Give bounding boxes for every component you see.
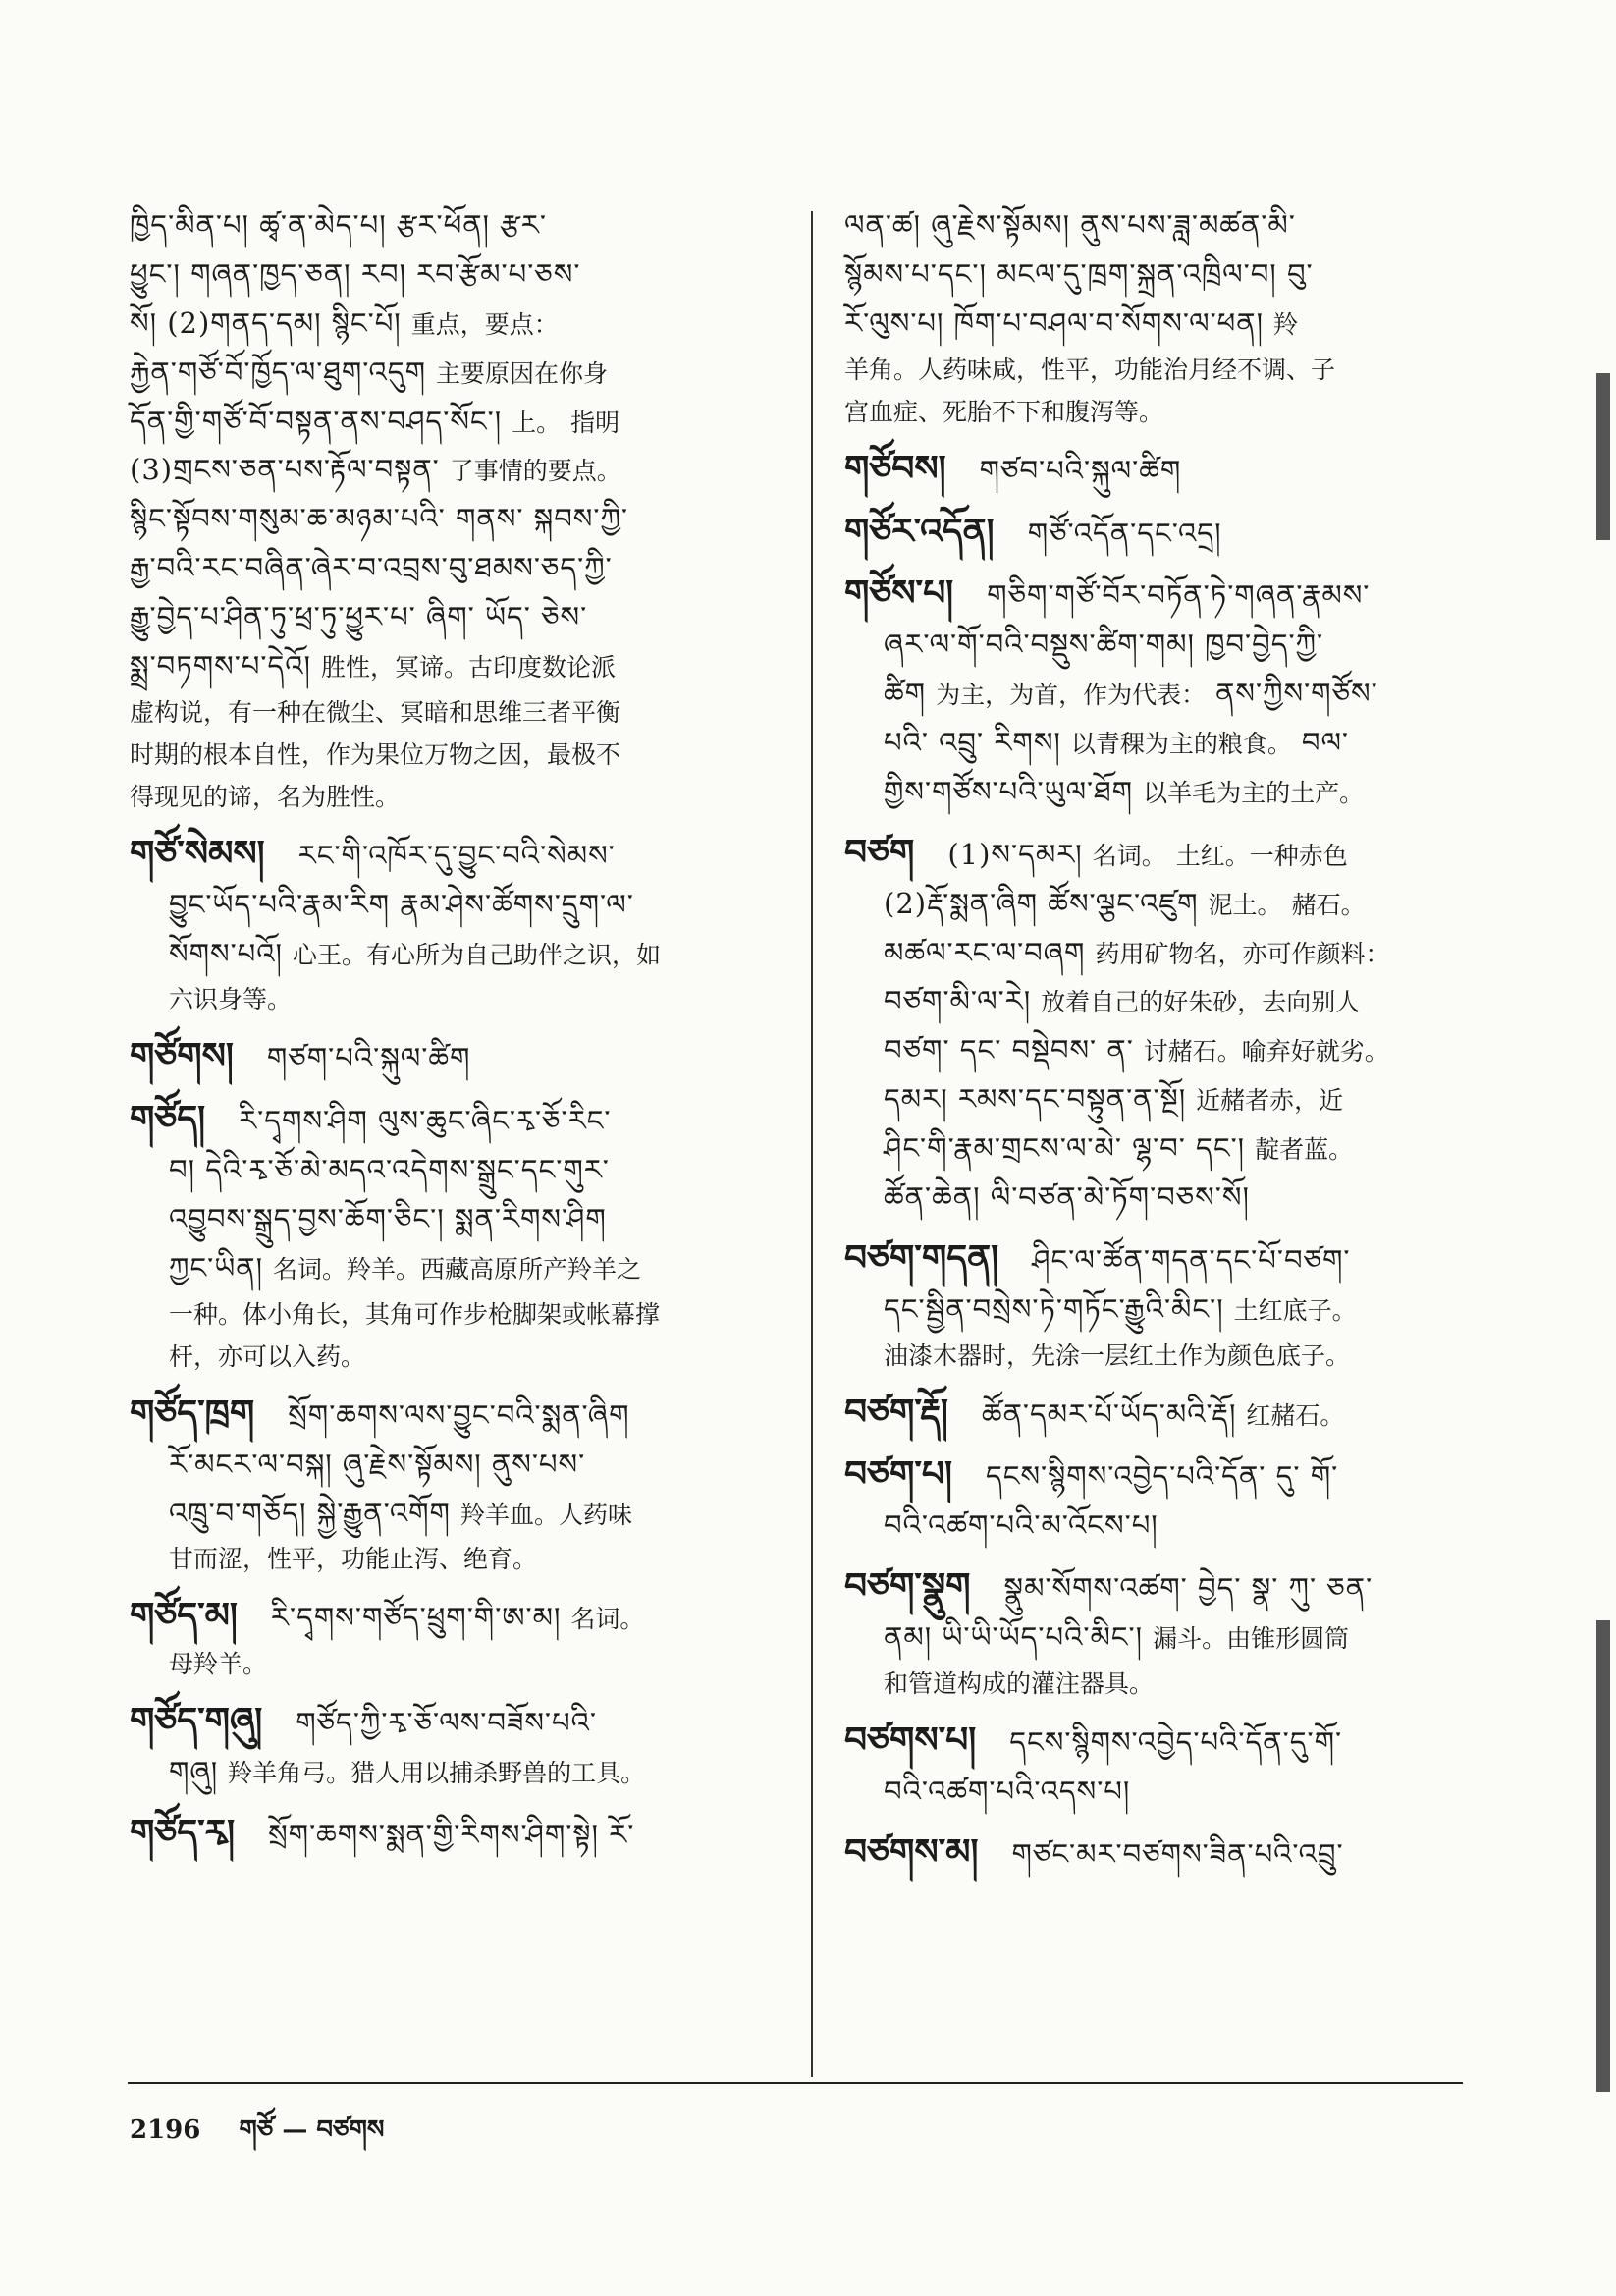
left-column	[130, 201, 787, 1874]
chinese-text: 讨赭石。喻弃好就劣。	[1143, 1037, 1389, 1066]
chinese-text: 以青稞为主的粮食。	[1070, 730, 1292, 758]
chinese-text: 以羊毛为主的土产。	[1143, 778, 1365, 807]
entry-line	[130, 930, 787, 979]
entry-line	[844, 201, 1482, 250]
tibetan-text: ནམ། ཡི་ཡི་ཡོད་པའི་མིང་།	[884, 1620, 1144, 1654]
entry-line	[844, 1075, 1482, 1124]
entry-line	[130, 1146, 787, 1195]
entry-line	[844, 1124, 1482, 1174]
entry-line	[844, 1174, 1482, 1223]
chinese-text: 羚羊角弓。猎人用以捕杀野兽的工具。	[228, 1759, 646, 1788]
entry-line	[844, 670, 1482, 719]
dictionary-entry	[844, 447, 1482, 496]
column-divider	[811, 211, 813, 2077]
entry-line	[844, 1285, 1482, 1335]
headword: བཙག་སྣུག	[844, 1566, 971, 1608]
chinese-text: 药用矿物名，亦可作颜料：	[1095, 939, 1390, 968]
entry-line	[844, 768, 1482, 817]
tibetan-text: རང་གི་འཁོར་དུ་བྱུང་བའི་སེམས་	[297, 838, 616, 872]
tibetan-text: པའི་ འབྲུ་ རིགས།	[884, 726, 1061, 759]
tibetan-text: གཞུ།	[169, 1755, 219, 1789]
entry-line	[130, 1034, 787, 1083]
entry-line	[130, 1195, 787, 1244]
chinese-text: 泥土。	[1208, 890, 1282, 919]
dictionary-entry	[844, 831, 1482, 1223]
page-range: གཙོ — བཙགས	[239, 2115, 385, 2145]
chinese-text: 赭石。	[1291, 890, 1366, 919]
headword: གཙོ་སེམས།	[130, 833, 265, 874]
chinese-text: 得现见的谛，名为胜性。	[130, 782, 401, 811]
dictionary-entry	[844, 1719, 1482, 1817]
tibetan-text: ཕྱུང་། གཞན་ཁྱད་ཅན། རབ། རབ་རྩོམ་པ་ཅས་	[130, 256, 581, 291]
chinese-text: 重点，要点：	[410, 309, 559, 339]
dictionary-entry	[844, 1236, 1482, 1377]
dictionary-entry	[130, 1699, 787, 1797]
scan-edge-marks	[1577, 0, 1616, 2296]
tibetan-text: གཅིག་གཙོ་བོར་བཏོན་ཏེ་གཞན་རྣམས་	[987, 578, 1371, 613]
chinese-text: 油漆木器时，先涂一层红土作为颜色底子。	[884, 1340, 1351, 1370]
tibetan-text: (1)ས་དམར།	[947, 837, 1083, 871]
tibetan-text: ཚོན་ཆེན། ལི་བཙན་མེ་ཏོག་བཅས་སོ།	[884, 1179, 1250, 1214]
entry-line	[130, 593, 787, 642]
entry-line	[844, 1768, 1482, 1817]
entry-line	[130, 544, 787, 593]
tibetan-text: དངས་སྙིགས་འབྱེད་པའི་དོན་ དུ་ གོ་	[985, 1459, 1339, 1494]
entry-line	[130, 776, 787, 818]
entry-line	[130, 201, 787, 250]
headword: གཙོར་འདོན།	[844, 511, 995, 552]
entry-line	[844, 1391, 1482, 1440]
tibetan-text: ཞར་ལ་གོ་བའི་བསྡུས་ཚིག་གམ། ཁྱབ་བྱེད་ཀྱི་	[884, 628, 1324, 662]
headword: གཙོད་གཞུ།	[130, 1701, 263, 1742]
chinese-text: 虚构说，有一种在微尘、冥暗和思维三者平衡	[130, 697, 621, 727]
chinese-text: 杆，亦可以入药。	[169, 1341, 366, 1371]
tibetan-text: རི་དྭགས་གཙོད་ཕྲུག་གི་ཨ་མ།	[270, 1601, 562, 1635]
chinese-text: 主要原因在你身	[435, 358, 608, 388]
entry-line	[844, 1452, 1482, 1502]
chinese-text: 时期的根本自性，作为果位万物之因，最极不	[130, 739, 621, 769]
chinese-text: 羊角。人药味咸，性平，功能治月经不调、子	[844, 355, 1336, 384]
chinese-text: 土红底子。	[1233, 1295, 1357, 1325]
entry-line	[130, 300, 787, 349]
entry-line	[844, 1663, 1482, 1705]
chinese-text: 近赭者赤，近	[1196, 1086, 1344, 1116]
tibetan-text: རོ་མངར་ལ་བསྐ། ཞུ་རྗེས་སྟོམས། ནུས་པས་	[169, 1447, 586, 1481]
tibetan-text: བཙག་མི་ལ་རེ།	[884, 984, 1032, 1018]
dictionary-entry	[844, 1831, 1482, 1880]
chinese-text: 为主，为首，作为代表：	[936, 681, 1207, 710]
tibetan-text: སྣུམ་སོགས་འཚག་ བྱེད་ སྣ་ ཀུ་ ཅན་	[1003, 1571, 1374, 1606]
dictionary-entry	[844, 1452, 1482, 1551]
entry-line	[130, 1441, 787, 1490]
tibetan-text: སྨྲ་བཏགས་པ་དེའོ།	[130, 648, 311, 683]
entry-line	[844, 1831, 1482, 1880]
chinese-text: 甘而涩，性平，功能止泻、绝育。	[169, 1545, 538, 1574]
chinese-text: 红赭石。	[1246, 1400, 1345, 1430]
headword: གཙོད་མ།	[130, 1596, 238, 1637]
entry-line	[844, 250, 1482, 300]
entry-line	[844, 510, 1482, 559]
entry-line	[844, 929, 1482, 978]
entry-line	[844, 621, 1482, 670]
chinese-text: 漏斗。由锥形圆筒	[1153, 1624, 1350, 1653]
entry-line	[844, 1335, 1482, 1377]
chinese-text: 上。	[512, 408, 562, 437]
tibetan-text: བལ་	[1301, 726, 1350, 759]
chinese-text: 宫血症、死胎不下和腹泻等。	[844, 397, 1164, 426]
tibetan-text: རྐྱེན་གཙོ་བོ་ཁྱོད་ལ་ཐུག་འདུག	[130, 355, 426, 389]
scan-edge-mark	[1596, 1620, 1610, 2092]
chinese-text: 羚羊血。人药味	[459, 1500, 632, 1529]
headword: གཙོགས།	[130, 1036, 234, 1077]
headword: བཙག་གདན།	[844, 1237, 999, 1279]
headword: བཙགས་པ།	[844, 1720, 977, 1761]
tibetan-text: རྒྱ་བའི་རང་བཞིན་ཞེར་བ་འབྲས་བུ་ཐམས་ཅད་ཀྱི་	[130, 551, 613, 585]
tibetan-text: དངས་སྙིགས་འབྱེད་པའི་དོན་དུ་གོ་	[1009, 1724, 1343, 1759]
headword: གཙོས་པ།	[844, 574, 954, 615]
entry-line	[130, 1336, 787, 1378]
entry-line	[844, 1613, 1482, 1663]
page-footer	[130, 2102, 413, 2173]
tibetan-text: བཙག་ དང་ བསྡེབས་ ན་	[884, 1033, 1134, 1067]
entry-line	[844, 1564, 1482, 1613]
scan-edge-mark	[1596, 373, 1610, 540]
dictionary-entry	[130, 1392, 787, 1581]
entry-line	[844, 300, 1482, 349]
dictionary-entry	[844, 1564, 1482, 1705]
entry-line	[844, 1026, 1482, 1075]
tibetan-text: ནས་ཀྱིས་གཙོས་	[1215, 677, 1378, 711]
tibetan-text: ཁྱིད་མིན་པ། ཚྭ་ན་མེད་པ། རྩར་ཕོན། རྩར་	[130, 208, 547, 242]
entry-line	[130, 1699, 787, 1748]
entry-line	[130, 978, 787, 1020]
dictionary-entry	[130, 1034, 787, 1083]
entry-line	[130, 1244, 787, 1293]
tibetan-text: དང་སྦྱིན་བསྲེས་ཏེ་གཏོང་རྒྱུའི་མིང་།	[884, 1291, 1224, 1326]
entry-line	[130, 642, 787, 691]
chinese-text: 土红。一种赤色	[1175, 841, 1348, 870]
tibetan-text: བའི་འཚག་པའི་འདས་པ།	[884, 1774, 1131, 1808]
entry-line	[130, 495, 787, 544]
entry-line	[130, 881, 787, 930]
headword: བཙག	[844, 832, 915, 873]
dictionary-entry	[844, 572, 1482, 816]
chinese-text: 放着自己的好朱砂，去向别人	[1041, 988, 1361, 1017]
tibetan-text: གཙང་མར་བཙགས་ཟིན་པའི་འབྲུ་	[1011, 1836, 1344, 1871]
tibetan-text: སྙོམས་པ་དང་། མངལ་དུ་ཁྲག་སྐྲན་འཁྲིལ་བ། བུ་	[844, 256, 1314, 291]
headword: གཙོད་རྭ།	[130, 1813, 236, 1853]
chinese-text: 一种。体小角长，其角可作步枪脚架或帐幕撑	[169, 1299, 661, 1329]
tibetan-text: གཙོ་འདོན་དང་འདྲ།	[1027, 516, 1222, 550]
entry-line	[844, 719, 1482, 768]
dictionary-entry	[130, 1811, 787, 1860]
chinese-text: 心王。有心所为自己助伴之识，如	[292, 940, 661, 969]
entry-line	[844, 831, 1482, 880]
chinese-text: 羚	[1273, 309, 1299, 339]
headword: གཙོབས།	[844, 448, 946, 489]
dictionary-entry	[130, 1594, 787, 1685]
dictionary-entry	[130, 832, 787, 1021]
dictionary-entry	[130, 201, 787, 818]
tibetan-text: གཙག་པའི་སྐུལ་ཚིག	[266, 1041, 471, 1075]
entry-line	[844, 977, 1482, 1026]
tibetan-text: (3)གྲངས་ཅན་པས་རྟོལ་བསྟན་	[130, 453, 440, 487]
tibetan-text: རོ་ལུས་པ། ཁོག་པ་བཤལ་བ་སོགས་ལ་ཕན།	[844, 305, 1265, 340]
entry-line	[130, 1490, 787, 1539]
tibetan-text: གྱིས་གཙོས་པའི་ཡུལ་ཐོག	[884, 774, 1134, 808]
entry-line	[130, 1392, 787, 1441]
entry-line	[844, 572, 1482, 621]
tibetan-text: སྙིང་སྟོབས་གསུམ་ཆ་མཉམ་པའི་ གནས་ སྐབས་ཀྱི་	[130, 502, 628, 536]
entry-line	[844, 1719, 1482, 1768]
chinese-text: 胜性，冥谛。古印度数论派	[321, 652, 617, 682]
tibetan-text: དམར། རམས་དང་བསྟུན་ན་སྔོ།	[884, 1082, 1187, 1117]
tibetan-text: སོགས་པའོ།	[169, 936, 283, 970]
dictionary-entry	[844, 1391, 1482, 1440]
tibetan-text: མཚལ་རང་ལ་བཞག	[884, 935, 1086, 969]
chinese-text: 名词。	[570, 1605, 645, 1634]
headword: བཙག་པ།	[844, 1454, 952, 1496]
entry-line	[844, 447, 1482, 496]
entry-line	[130, 691, 787, 734]
entry-line	[130, 1748, 787, 1797]
entry-line	[844, 1236, 1482, 1285]
dictionary-entry	[844, 510, 1482, 559]
page-number: 2196	[130, 2115, 201, 2145]
chinese-text: 指明	[570, 408, 620, 437]
entry-line	[844, 1502, 1482, 1551]
tibetan-text: སོ། (2)གནད་དམ། སྙིང་པོ།	[130, 305, 402, 340]
headword: གཙོད།	[130, 1099, 206, 1140]
tibetan-text: ཚོན་དམར་པོ་ཡོད་མའི་རྡོ།	[981, 1396, 1237, 1431]
tibetan-text: ཤིང་ལ་ཚོན་གདན་དང་པོ་བཙག་	[1032, 1242, 1351, 1277]
tibetan-text: བ། དེའི་རྭ་ཅོ་མེ་མདའ་འདེགས་སྒྲུང་དང་གུར་	[169, 1153, 610, 1187]
dictionary-entry	[130, 1097, 787, 1378]
tibetan-text: རི་དྭགས་ཤིག ལུས་ཆུང་ཞིང་རྭ་ཅོ་རིང་	[239, 1104, 612, 1138]
dictionary-entry	[844, 201, 1482, 433]
entry-line	[130, 1097, 787, 1146]
tibetan-text: བྱུང་ཡོད་པའི་རྣམ་རིག རྣམ་ཤེས་ཚོགས་དྲུག་ལ་	[169, 887, 634, 921]
headword: གཙོད་ཁྲག	[130, 1393, 255, 1434]
footer-rule	[128, 2082, 1463, 2084]
entry-line	[844, 349, 1482, 391]
entry-line	[130, 1811, 787, 1860]
tibetan-text: ཚིག	[884, 677, 927, 711]
chinese-text: 和管道构成的灌注器具。	[884, 1668, 1155, 1698]
headword: བཙག་རྡོ།	[844, 1392, 948, 1433]
entry-line	[130, 349, 787, 398]
tibetan-text: (2)རྡོ་སྨན་ཞིག ཚོས་ལྕང་འཛུག	[884, 886, 1199, 920]
tibetan-text: གཙབ་པའི་སྐུལ་ཚིག	[979, 453, 1182, 487]
chinese-text: 了事情的要点。	[449, 457, 621, 486]
tibetan-text: དོན་གྱི་གཙོ་བོ་བསྟན་ནས་བཤད་སོང་།	[130, 404, 503, 438]
tibetan-text: འབྱུབས་སྒྲུད་བྱས་ཆོག་ཅིང་། སྨན་རིགས་ཤིག	[169, 1202, 607, 1235]
entry-line	[130, 398, 787, 447]
entry-line	[130, 446, 787, 495]
entry-line	[130, 1643, 787, 1685]
tibetan-text: སྲོག་ཆགས་ལས་བྱུང་བའི་སྨན་ཞིག	[288, 1397, 630, 1432]
entry-line	[130, 832, 787, 881]
headword: བཙགས་མ།	[844, 1831, 979, 1873]
entry-line	[130, 1594, 787, 1643]
tibetan-text: བའི་འཚག་པའི་མ་འོངས་པ།	[884, 1508, 1158, 1543]
tibetan-text: སྲོག་ཆགས་སྨན་གྱི་རིགས་ཤིག་སྟེ། རོ་	[268, 1818, 635, 1851]
tibetan-text: རྒྱུ་བྱེད་པ་ཤིན་ཏུ་ཕྲ་ཏུ་ཕྱུར་པ་ ཞིག་ ཡོད་ ཅེས་	[130, 600, 588, 633]
entry-line	[130, 250, 787, 300]
chinese-text: 母羚羊。	[169, 1650, 268, 1679]
tibetan-text: ཤིང་གི་རྣམ་གྲངས་ལ་མེ་ ལྷ་བ་ དང་།	[884, 1131, 1246, 1165]
tibetan-text: ཀྱང་ཡིན།	[169, 1250, 264, 1285]
tibetan-text: གཙོད་ཀྱི་རྭ་ཅོ་ལས་བཟོས་པའི་	[296, 1706, 597, 1740]
tibetan-text: ལན་ཚ། ཞུ་རྗེས་སྟོམས། ནུས་པས་ཟླ་མཚན་མི་	[844, 208, 1296, 242]
entry-line	[130, 1538, 787, 1580]
right-column	[844, 201, 1482, 1893]
tibetan-text: འཁྲུ་བ་གཅོད། སྐྱེ་རྒྱུན་འགོག	[169, 1496, 451, 1530]
entry-line	[844, 391, 1482, 433]
chinese-text: 名词。羚羊。西藏高原所产羚羊之	[273, 1254, 642, 1284]
chinese-text: 靛者蓝。	[1255, 1135, 1354, 1164]
entry-line	[130, 734, 787, 776]
entry-line	[130, 1293, 787, 1336]
chinese-text: 六识身等。	[169, 985, 293, 1014]
entry-line	[844, 880, 1482, 929]
chinese-text: 名词。	[1092, 841, 1166, 870]
